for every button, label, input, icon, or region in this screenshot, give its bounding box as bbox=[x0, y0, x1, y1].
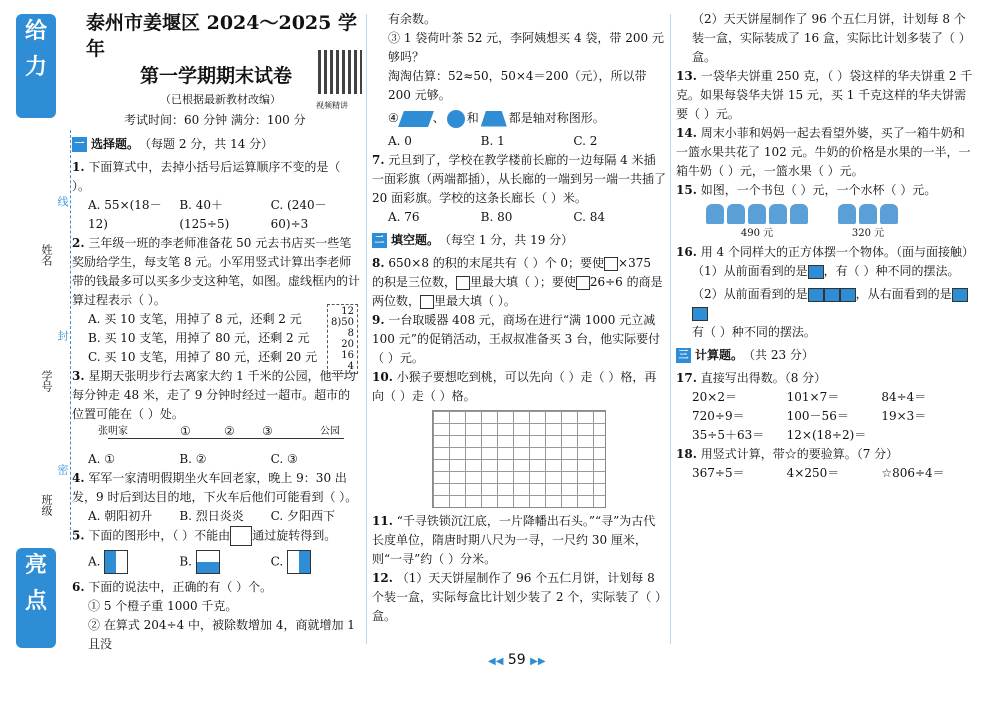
bag-icon bbox=[838, 204, 856, 224]
q6-statement-4: ④ 、 和 都是轴对称图形。 bbox=[372, 109, 666, 128]
section-choice: 一 选择题。 （每题 2 分，共 14 分） bbox=[72, 135, 362, 154]
question-1: 1. 下面算式中，去掉小括号后运算顺序不变的是（ ）。 bbox=[72, 160, 341, 193]
section-calc: 三 计算题。 （共 23 分） bbox=[676, 346, 976, 365]
question-17: 17. 直接写出得数。（8 分） bbox=[676, 371, 827, 385]
q10-grid bbox=[432, 410, 606, 508]
question-5: 5. 下面的图形中，（ ）不能由 通过旋转得到。 bbox=[72, 526, 362, 546]
q3-options: A. ① B. ② C. ③ bbox=[88, 452, 298, 466]
field-name: 学号 bbox=[40, 370, 53, 392]
qr-label: 视频精讲 bbox=[316, 101, 348, 110]
q15-price-1: 490 元 bbox=[740, 228, 774, 239]
column-divider bbox=[670, 14, 671, 644]
column-2 bbox=[372, 10, 666, 626]
exam-subtitle: 第一学期期末试卷 bbox=[140, 65, 293, 87]
question-8: 8. 650×8 的积的末尾共有（ ）个 0；要使 ×375 的积是三位数， 里最大填（ ）；要使 26÷6 的商是两位数， 里最大填（ ）。 bbox=[372, 256, 663, 308]
q6-statement-2: ② 在算式 204÷4 中，被除数增加 4，商就增加 1 且没 bbox=[88, 618, 355, 651]
q1-options: A. 55×(18－12) B. 40＋(125÷5) C. (240－60)÷3 bbox=[88, 198, 327, 231]
q16-part-2: （2）从前面看到的是 ，从右面看到的是 bbox=[676, 285, 976, 323]
question-11: 11. “千寻铁锁沉江底，一片降幡出石头。”“寻”为古代长度单位，隋唐时期八尺为一寻，一尺约 30 厘米，则“一寻”约（ ）分米。 bbox=[372, 514, 656, 566]
q7-options: A. 76 B. 80 C. 84 bbox=[388, 210, 605, 224]
page-number: ◀◀ 59 ▶▶ bbox=[488, 652, 546, 668]
qr-code-icon[interactable] bbox=[318, 50, 362, 94]
field-class: 班级 bbox=[40, 494, 53, 516]
q3-number-line: 张明家 ① ② ③ 公园 bbox=[88, 424, 362, 450]
q4-options: A. 朝阳初升 B. 烈日炎炎 C. 夕阳西下 bbox=[88, 509, 336, 523]
q16-part-1: （1）从前面看到的是 ，有（ ）种不同的摆法。 bbox=[692, 264, 960, 278]
question-7: 7. 元旦到了，学校在教学楼前长廊的一边每隔 4 米插一面彩旗（两端都插），从长廊的一端到另一端一共插了 20 面彩旗。学校的这条长廊长（ ）米。 bbox=[372, 153, 667, 205]
question-15: 15. 如图，一个书包（ ）元，一个水杯（ ）元。 bbox=[676, 183, 937, 197]
column-divider bbox=[366, 14, 367, 644]
trapezoid-icon bbox=[481, 111, 507, 127]
column-3 bbox=[676, 10, 976, 483]
q15-figure bbox=[706, 204, 976, 243]
question-14: 14. 周末小菲和妈妈一起去看望外婆，买了一箱牛奶和一篮水果共花了 102 元。牛奶的价格是水果的一半，一箱牛奶（ ）元，一篮水果（ ）元。 bbox=[676, 126, 971, 178]
binding-line bbox=[70, 130, 71, 540]
question-2: 2. 三年级一班的李老师准备花 50 元去书店买一些笔奖励给学生，每支笔 8 元。小军用竖式计算出李老师带的钱最多可以买多少支这种笔，如图。虚线框内的计算过程表示（ ）。 bbox=[72, 236, 361, 307]
q2-options: A. 买 10 支笔，用掉了 8 元，还剩 2 元 B. 买 10 支笔，用掉了 80 元，还剩 2 元 C. 买 10 支笔，用掉了 80 元，还剩 20 元 12 8)50 8 20 16 4 bbox=[72, 310, 362, 367]
question-12: 12. （1）天天饼屋制作了 96 个五仁月饼，计划每 8 个装一盒，实际每盒比计划少装了 2 个，实际装了（ ）盒。 bbox=[372, 571, 662, 623]
cup-icon bbox=[727, 204, 745, 224]
q5-options: A. B. C. bbox=[72, 550, 362, 574]
question-4: 4. 军军一家清明假期坐火车回老家，晚上 9：30 出发，9 时后到达目的地，下火车后他们可能看到（ ）。 bbox=[72, 471, 358, 504]
q6-statement-3: ③ 1 袋荷叶茶 52 元，李阿姨想买 4 袋，带 200 元够吗？ bbox=[388, 31, 664, 64]
question-16: 16. 用 4 个同样大的正方体摆一个物体。（面与面接触） bbox=[676, 245, 974, 259]
q2-long-division: 12 8)50 8 20 16 4 bbox=[327, 304, 358, 374]
column-1 bbox=[72, 10, 362, 654]
side-tab-top: 给力 bbox=[16, 14, 56, 118]
cup-icon bbox=[790, 204, 808, 224]
cup-icon bbox=[769, 204, 787, 224]
binding-label-3: 密 bbox=[56, 464, 69, 475]
section-fill: 二 填空题。 （每空 1 分，共 19 分） bbox=[372, 231, 666, 250]
question-9: 9. 一台取暖器 408 元，商场在进行“满 1000 元立减 100 元”的促销活动，王叔叔准备买 3 台，他实际要付（ ）元。 bbox=[372, 313, 661, 365]
exam-title: 泰州市姜堰区 2024～2025 学年 bbox=[86, 12, 357, 60]
q6-statement-3b: 淘淘估算：52≈50，50×4＝200（元），所以带 200 元够。 bbox=[388, 69, 647, 102]
question-3: 3. 星期天张明步行去离家大约 1 千米的公园，他平均每分钟走 48 米，走了 9 分钟时经过一超市。超市的位置可能在（ ）处。 bbox=[72, 369, 356, 421]
q5-shape-icon bbox=[230, 526, 252, 546]
circle-icon bbox=[447, 110, 465, 128]
question-13: 13. 一袋华夫饼重 250 克，（ ）袋这样的华夫饼重 2 千克。如果每袋华夫饼 15 元，买 1 千克这样的华夫饼需要（ ）元。 bbox=[676, 69, 973, 121]
q6-statement-2-cont: 有余数。 bbox=[388, 12, 437, 26]
cup-icon bbox=[859, 204, 877, 224]
cup-icon bbox=[880, 204, 898, 224]
exam-note: （已根据最新教材改编） bbox=[160, 93, 281, 106]
question-6: 6. 下面的说法中，正确的有（ ）个。 bbox=[72, 580, 273, 594]
q17-items: 20×2＝ 101×7＝ 84÷4＝ 720÷9＝ 100－56＝ 19×3＝ 35÷5＋63＝ 12×(18÷2)＝ bbox=[692, 390, 927, 442]
field-student-no: 姓名 bbox=[40, 244, 53, 266]
q16-part-2c: 有（ ）种不同的摆法。 bbox=[692, 325, 816, 339]
q6-statement-1: ① 5 个橙子重 1000 千克。 bbox=[88, 599, 238, 613]
binding-label-2: 封 bbox=[56, 330, 69, 341]
q6-options: A. 0 B. 1 C. 2 bbox=[388, 134, 598, 148]
cup-icon bbox=[748, 204, 766, 224]
question-18: 18. 用竖式计算，带☆的要验算。（7 分） bbox=[676, 447, 899, 461]
q18-items: 367÷5＝ 4×250＝ ☆806÷4＝ bbox=[692, 466, 945, 480]
prev-arrow-icon: ◀◀ bbox=[488, 656, 504, 667]
side-tab-bottom: 亮点 bbox=[16, 548, 56, 648]
question-10: 10. 小猴子要想吃到桃，可以先向（ ）走（ ）格，再向（ ）走（ ）格。 bbox=[372, 370, 657, 403]
parallelogram-icon bbox=[398, 111, 434, 127]
exam-info: 考试时间：60 分钟 满分：100 分 bbox=[124, 113, 306, 127]
bag-icon bbox=[706, 204, 724, 224]
q15-price-2: 320 元 bbox=[851, 228, 885, 239]
next-arrow-icon: ▶▶ bbox=[530, 656, 546, 667]
question-12-part-2: （2）天天饼屋制作了 96 个五仁月饼，计划每 8 个装一盒，实际装成了 16 盒，实际比计划多装了（ ）盒。 bbox=[692, 12, 971, 64]
binding-label-1: 线 bbox=[56, 196, 69, 207]
